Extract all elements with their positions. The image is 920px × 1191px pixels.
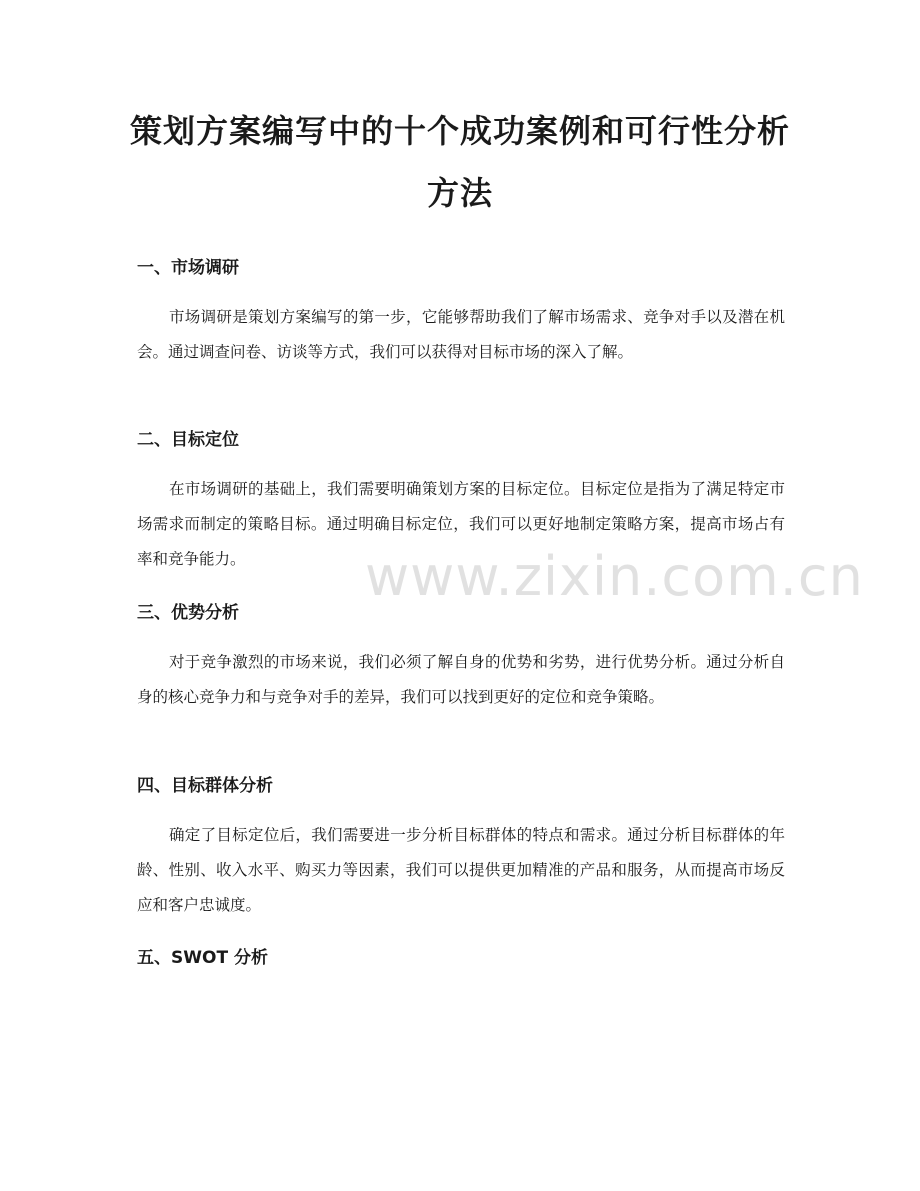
section-body-advantage-analysis: 对于竞争激烈的市场来说，我们必须了解自身的优势和劣势，进行优势分析。通过分析自身的核心竞争力和与竞争对手的差异，我们可以找到更好的定位和竞争策略。 bbox=[137, 653, 785, 706]
watermark: www.zixin.com.cn bbox=[365, 545, 864, 608]
document-title: 策划方案编写中的十个成功案例和可行性分析方法 bbox=[129, 112, 790, 212]
section-body-target-positioning: 在市场调研的基础上，我们需要明确策划方案的目标定位。目标定位是指为了满足特定市场需求而制定的策略目标。通过明确目标定位，我们可以更好地制定策略方案，提高市场占有率和竞争能力。 bbox=[137, 480, 785, 568]
section-heading-swot-analysis: 五、SWOT 分析 bbox=[137, 948, 268, 968]
section-body-market-research: 市场调研是策划方案编写的第一步，它能够帮助我们了解市场需求、竞争对手以及潜在机会。通过调查问卷、访谈等方式，我们可以获得对目标市场的深入了解。 bbox=[137, 308, 785, 361]
section-heading-target-group-analysis: 四、目标群体分析 bbox=[137, 776, 273, 796]
section-heading-market-research: 一、市场调研 bbox=[137, 258, 239, 278]
section-body-target-group-analysis: 确定了目标定位后，我们需要进一步分析目标群体的特点和需求。通过分析目标群体的年龄、性别、收入水平、购买力等因素，我们可以提供更加精准的产品和服务，从而提高市场反应和客户忠诚度。 bbox=[137, 826, 785, 914]
section-heading-advantage-analysis: 三、优势分析 bbox=[137, 603, 239, 623]
section-heading-target-positioning: 二、目标定位 bbox=[137, 430, 239, 450]
